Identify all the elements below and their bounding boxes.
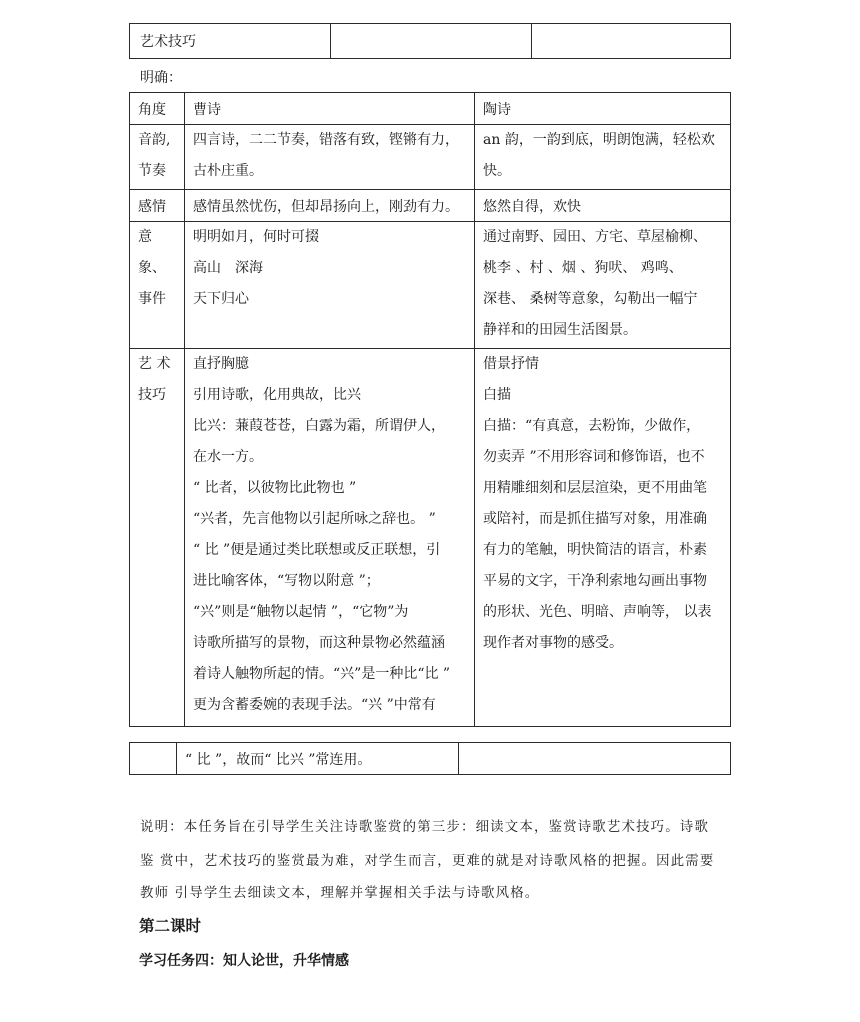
- cell-line: 明明如月，何时可掇: [193, 229, 319, 245]
- cell-line: 比兴：蒹葭苍苍，白露为霜，所谓伊人，: [193, 418, 445, 434]
- header-tao: 陶诗: [475, 93, 731, 125]
- lesson-heading: 第二课时: [139, 916, 202, 935]
- row-angle: 感情: [130, 190, 185, 222]
- cell-line: 现作者对事物的感受。: [483, 635, 623, 651]
- header-cao: 曹诗: [185, 93, 475, 125]
- cell-line: “兴者，先言他物以引起所咏之辞也。 ”: [193, 511, 436, 527]
- row-tao: 悠然自得，欢快: [475, 190, 731, 222]
- cell-line: 四言诗，二二节奏，错落有致，铿锵有力，: [193, 132, 459, 148]
- cell-line: 古朴庄重。: [193, 163, 263, 179]
- continuation-text: “ 比 ”，故而“ 比兴 ”常连用。: [177, 743, 459, 775]
- cell-line: 通过南野、园田、方宅、草屋榆柳、: [483, 229, 707, 245]
- cell-line: 直抒胸臆: [193, 356, 249, 372]
- cell-line: 白描：“有真意，去粉饰，少做作，: [483, 418, 701, 434]
- cell-line: 诗歌所描写的景物，而这种景物必然蕴涵: [193, 635, 445, 651]
- cell-line: 白描: [483, 387, 511, 403]
- row-tao: [475, 349, 731, 727]
- note-line: 教师 引导学生去细读文本，理解并掌握相关手法与诗歌风格。: [140, 886, 540, 901]
- cell-line: 深巷、 桑树等意象，勾勒出一幅宁: [483, 291, 698, 307]
- comparison-table: [129, 92, 731, 727]
- cell-line: 的形状、光色、明暗、声响等， 以表: [483, 604, 712, 620]
- cell-line: “兴”则是“触物以起情 ”，“它物”为: [193, 604, 409, 620]
- continuation-empty-cell: [130, 743, 177, 775]
- row-angle: [130, 125, 185, 190]
- row-tao: [475, 125, 731, 190]
- row-cao: [185, 125, 475, 190]
- cell-line: “ 比者，以彼物比此物也 ”: [193, 480, 357, 496]
- row-cao: [185, 349, 475, 727]
- cell-line: 艺 术: [138, 356, 171, 372]
- cell-line: 桃李 、村 、烟 、狗吠、 鸡鸣、: [483, 260, 683, 276]
- note-line: 鉴 赏中，艺术技巧的鉴赏最为难，对学生而言，更难的就是对诗歌风格的把握。因此需要: [140, 854, 715, 869]
- cell-line: 平易的文字，干净利索地勾画出事物: [483, 573, 707, 589]
- top-table-empty-cell: [532, 24, 731, 59]
- row-cao: 感情虽然忧伤，但却昂扬向上，刚劲有力。: [185, 190, 475, 222]
- row-tao: [475, 222, 731, 349]
- cell-line: “ 比 ”便是通过类比联想或反正联想，引: [193, 542, 441, 558]
- continuation-table: [129, 742, 731, 775]
- top-table-label: 艺术技巧: [130, 24, 331, 59]
- row-cao: [185, 222, 475, 349]
- cell-line: 勿卖弄 ”不用形容词和修饰语，也不: [483, 449, 705, 465]
- cell-line: 快。: [483, 163, 511, 179]
- cell-line: 用精雕细刻和层层渲染，更不用曲笔: [483, 480, 707, 496]
- cell-line: 事件: [138, 291, 166, 307]
- header-angle: 角度: [130, 93, 185, 125]
- top-table-empty-cell: [331, 24, 532, 59]
- note-line: 说明：本任务旨在引导学生关注诗歌鉴赏的第三步：细读文本，鉴赏诗歌艺术技巧。诗歌: [140, 820, 710, 835]
- cell-line: 借景抒情: [483, 356, 539, 372]
- continuation-empty-cell: [459, 743, 731, 775]
- cell-line: 静祥和的田园生活图景。: [483, 322, 637, 338]
- top-table: [129, 23, 731, 59]
- cell-line: 音韵,: [138, 132, 171, 148]
- cell-line: 有力的笔触，明快简洁的语言，朴素: [483, 542, 707, 558]
- mingque-label: 明确：: [140, 70, 182, 86]
- cell-line: 更为含蓄委婉的表现手法。“兴 ”中常有: [193, 697, 436, 713]
- cell-line: 高山 深海: [193, 260, 263, 276]
- cell-line: 节奏: [138, 163, 166, 179]
- row-angle: [130, 222, 185, 349]
- cell-line: 引用诗歌，化用典故，比兴: [193, 387, 361, 403]
- cell-line: 或陪衬，而是抓住描写对象，用准确: [483, 511, 707, 527]
- task-heading: 学习任务四：知人论世，升华情感: [139, 953, 349, 969]
- cell-line: an 韵，一韵到底，明朗饱满，轻松欢: [483, 132, 715, 148]
- cell-line: 天下归心: [193, 291, 249, 307]
- cell-line: 意象、: [138, 229, 166, 276]
- cell-line: 技巧: [138, 387, 166, 403]
- row-angle: [130, 349, 185, 727]
- cell-line: 在水一方。: [193, 449, 263, 465]
- cell-line: 进比喻客体，“写物以附意 ”；: [193, 573, 380, 589]
- cell-line: 着诗人触物所起的情。“兴”是一种比“比 ”: [193, 666, 451, 682]
